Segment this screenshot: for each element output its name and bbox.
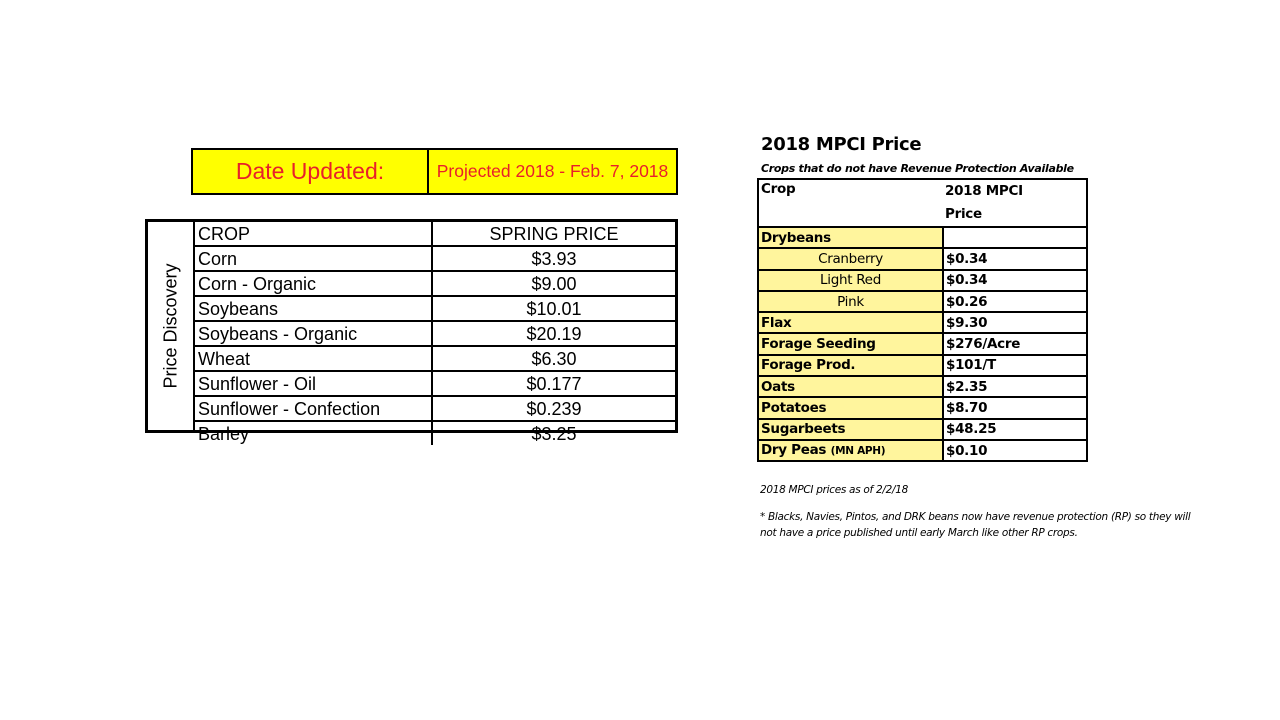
mpci-crop-name: Cranberry xyxy=(758,248,943,269)
crop-name: Soybeans - Organic xyxy=(195,321,432,346)
mpci-header-row xyxy=(758,179,1087,227)
table-row xyxy=(758,248,1087,269)
crop-name: Barley xyxy=(195,421,432,445)
table-row xyxy=(758,270,1087,291)
table-row xyxy=(758,419,1087,440)
header-spring-price: SPRING PRICE xyxy=(432,222,675,246)
crop-price: $3.93 xyxy=(432,246,675,271)
mpci-crop-name: Forage Seeding xyxy=(758,333,943,354)
mpci-crop-dry-peas xyxy=(758,440,943,461)
crop-price: $20.19 xyxy=(432,321,675,346)
dry-peas-suffix: (MN APH) xyxy=(830,445,886,458)
crop-name: Sunflower - Confection xyxy=(195,396,432,421)
mpci-note-date: 2018 MPCI prices as of 2/2/18 xyxy=(760,484,908,496)
table-row xyxy=(195,346,675,371)
dry-peas-label: Dry Peas xyxy=(761,442,827,459)
table-row xyxy=(195,396,675,421)
table-row xyxy=(758,333,1087,354)
table-row xyxy=(195,246,675,271)
mpci-crop-price: $101/T xyxy=(943,355,1087,376)
mpci-header-price-line2: Price xyxy=(945,206,982,222)
mpci-crop-price: $0.26 xyxy=(943,291,1087,312)
mpci-crop-name: Forage Prod. xyxy=(758,355,943,376)
mpci-crop-price: $8.70 xyxy=(943,397,1087,418)
spring-price-table xyxy=(195,222,675,445)
price-discovery-side-text: Price Discovery xyxy=(160,263,180,389)
mpci-crop-name: Flax xyxy=(758,312,943,333)
crop-price: $0.239 xyxy=(432,396,675,421)
mpci-crop-price: $276/Acre xyxy=(943,333,1087,354)
table-row xyxy=(195,271,675,296)
mpci-crop-name: Sugarbeets xyxy=(758,419,943,440)
table-header-row xyxy=(195,222,675,246)
table-row xyxy=(758,291,1087,312)
mpci-crop-price: $9.30 xyxy=(943,312,1087,333)
mpci-crop-name: Light Red xyxy=(758,270,943,291)
mpci-crop-price: $48.25 xyxy=(943,419,1087,440)
mpci-subtitle: Crops that do not have Revenue Protection Available xyxy=(761,162,1074,175)
price-discovery-side-label xyxy=(148,222,195,430)
crop-name: Wheat xyxy=(195,346,432,371)
mpci-crop-name: Oats xyxy=(758,376,943,397)
crop-name: Sunflower - Oil xyxy=(195,371,432,396)
mpci-crop-price: $2.35 xyxy=(943,376,1087,397)
table-row xyxy=(195,296,675,321)
table-row xyxy=(195,371,675,396)
table-row xyxy=(195,321,675,346)
crop-name: Corn xyxy=(195,246,432,271)
crop-name: Soybeans xyxy=(195,296,432,321)
mpci-price-table xyxy=(757,178,1088,462)
table-row xyxy=(758,376,1087,397)
date-updated-value: Projected 2018 - Feb. 7, 2018 xyxy=(436,161,669,181)
table-row xyxy=(195,421,675,445)
crop-price: $6.30 xyxy=(432,346,675,371)
mpci-crop-price: $0.10 xyxy=(943,440,1087,461)
mpci-header-price xyxy=(943,179,1087,227)
mpci-note-rp: * Blacks, Navies, Pintos, and DRK beans now have revenue protection (RP) so they will not have a price published until early March like other RP crops. xyxy=(760,511,1191,539)
table-row xyxy=(758,227,1087,248)
table-row xyxy=(758,355,1087,376)
crop-price: $10.01 xyxy=(432,296,675,321)
mpci-crop-price: $0.34 xyxy=(943,270,1087,291)
mpci-header-crop: Crop xyxy=(758,179,943,227)
mpci-crop-price: $0.34 xyxy=(943,248,1087,269)
crop-price: $0.177 xyxy=(432,371,675,396)
mpci-title: 2018 MPCI Price xyxy=(761,134,922,155)
table-row xyxy=(758,312,1087,333)
mpci-crop-drybeans: Drybeans xyxy=(758,227,943,248)
header-crop: CROP xyxy=(195,222,432,246)
price-discovery-table xyxy=(145,219,678,444)
mpci-crop-name: Potatoes xyxy=(758,397,943,418)
mpci-price-empty xyxy=(943,227,1087,248)
date-updated-box xyxy=(191,148,678,195)
crop-name: Corn - Organic xyxy=(195,271,432,296)
table-row xyxy=(758,397,1087,418)
date-updated-label: Date Updated: xyxy=(193,150,429,193)
crop-price: $9.00 xyxy=(432,271,675,296)
mpci-header-price-line1: 2018 MPCI xyxy=(945,183,1023,199)
table-row xyxy=(758,440,1087,461)
mpci-crop-name: Pink xyxy=(758,291,943,312)
crop-price: $3.25 xyxy=(432,421,675,445)
